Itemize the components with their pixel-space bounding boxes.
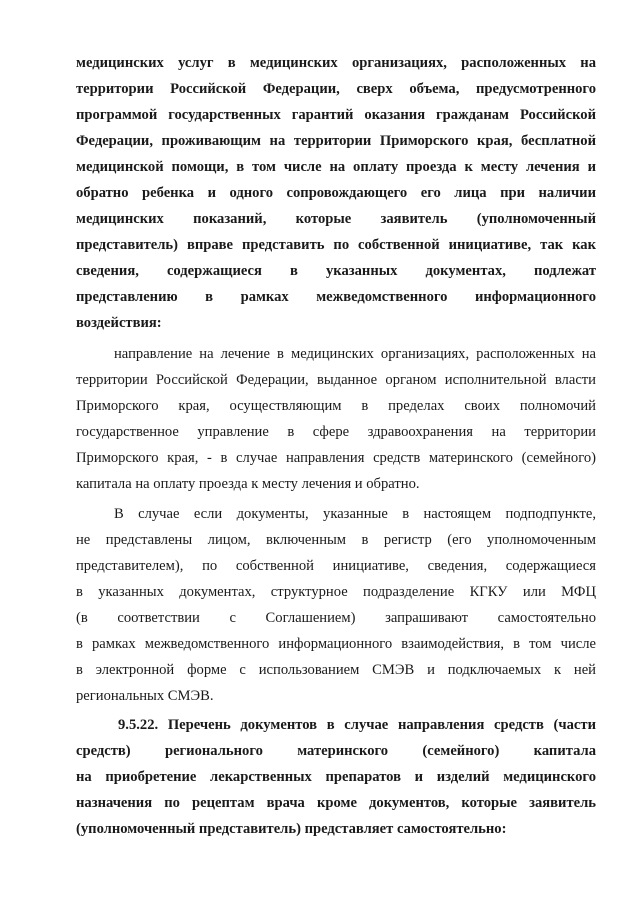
paragraph-nonprovided-documents — [76, 50, 596, 336]
text-line: в электронной форме с использованием СМЭВ и подключаемых к ней — [76, 662, 596, 678]
text-line: государственное управление в сфере здравоохранения на территории — [76, 424, 596, 440]
text-line: В случае если документы, указанные в настоящем подподпункте, — [114, 506, 596, 522]
text-line: направление на лечение в медицинских организациях, расположенных на — [114, 346, 596, 362]
text-line: представлению в рамках межведомственного информационного — [76, 289, 596, 305]
text-line: средств) регионального материнского (семейного) капитала — [76, 743, 596, 759]
text-line: представитель) вправе представить по собственной инициативе, так как — [76, 237, 596, 253]
text-line: сведения, содержащиеся в указанных документах, подлежат — [76, 263, 596, 279]
text-line: Федерации, проживающим на территории Приморского края, бесплатной — [76, 133, 596, 149]
paragraph-treatment-referral — [76, 341, 596, 497]
text-line: на приобретение лекарственных препаратов и изделий медицинского — [76, 769, 596, 785]
text-line: медицинских услуг в медицинских организациях, расположенных на — [76, 55, 596, 71]
text-line: капитала на оплату проезда к месту лечения и обратно. — [76, 476, 420, 492]
text-line: Приморского края, осуществляющим в пределах своих полномочий — [76, 398, 596, 414]
text-line: в указанных документах, структурное подразделение КГКУ или МФЦ — [76, 584, 596, 600]
text-line: в рамках межведомственного информационного взаимодействия, в том числе — [76, 636, 596, 652]
text-line: назначения по рецептам врача кроме документов, которые заявитель — [76, 795, 596, 811]
text-line: не представлены лицом, включенным в регистр (его уполномоченным — [76, 532, 596, 548]
text-line: (уполномоченный представитель) представляет самостоятельно: — [76, 821, 507, 837]
text-line: территории Российской Федерации, сверх объема, предусмотренного — [76, 81, 596, 97]
text-line: медицинской помощи, в том числе на оплату проезда к месту лечения и — [76, 159, 596, 175]
text-line: представителем), по собственной инициативе, сведения, содержащиеся — [76, 558, 596, 574]
document-page — [76, 50, 596, 842]
text-line: территории Российской Федерации, выданное органом исполнительной власти — [76, 372, 596, 388]
paragraph-interagency-request — [76, 501, 596, 709]
text-line: программой государственных гарантий оказания гражданам Российской — [76, 107, 596, 123]
text-line: 9.5.22. Перечень документов в случае направления средств (части — [118, 717, 596, 733]
text-line: (в соответствии с Соглашением) запрашивают самостоятельно — [76, 610, 596, 626]
text-line: региональных СМЭВ. — [76, 688, 214, 704]
section-9-5-22-heading — [76, 712, 596, 842]
text-line: Приморского края, - в случае направления средств материнского (семейного) — [76, 450, 596, 466]
text-line: обратно ребенка и одного сопровождающего его лица при наличии — [76, 185, 596, 201]
text-line: медицинских показаний, которые заявитель (уполномоченный — [76, 211, 596, 227]
text-line: воздействия: — [76, 315, 162, 331]
